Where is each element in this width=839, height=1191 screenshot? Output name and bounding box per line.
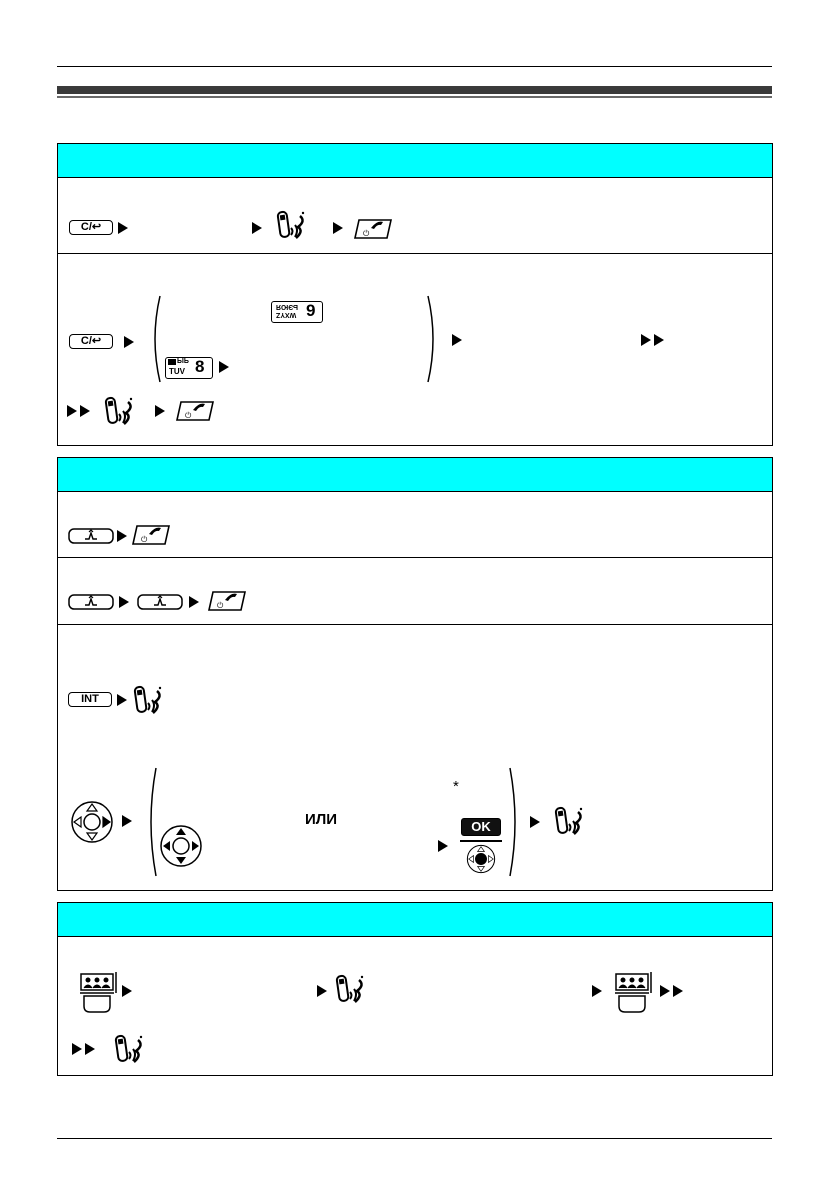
redial-key-icon[interactable] bbox=[68, 594, 114, 610]
double-arrow-icon bbox=[85, 1043, 95, 1055]
arrow-icon bbox=[438, 840, 448, 852]
arrow-icon bbox=[317, 985, 327, 997]
clear-back-key[interactable]: C/↩ bbox=[69, 220, 113, 235]
section-3-header bbox=[58, 903, 772, 937]
top-rule bbox=[57, 66, 772, 67]
clear-back-key[interactable]: C/↩ bbox=[69, 334, 113, 349]
handset-talk-icon[interactable] bbox=[104, 396, 140, 426]
key-9-cyrillic: ЬЭЮЯ bbox=[276, 303, 298, 310]
arrow-icon bbox=[122, 815, 132, 827]
arrow-icon bbox=[117, 530, 127, 542]
redial-key-icon[interactable] bbox=[68, 528, 114, 544]
key-8-letters: TUV bbox=[169, 367, 185, 376]
arrow-icon bbox=[530, 816, 540, 828]
key-9-icon[interactable] bbox=[271, 301, 323, 323]
star-symbol: * bbox=[453, 778, 459, 795]
section-2-header bbox=[58, 458, 772, 492]
key-8-digit: 8 bbox=[195, 357, 205, 376]
arrow-icon bbox=[452, 334, 462, 346]
bottom-rule bbox=[57, 1138, 772, 1139]
key-9-letters: WXYZ bbox=[276, 311, 297, 318]
arrow-icon bbox=[119, 596, 129, 608]
arrow-icon bbox=[117, 694, 127, 706]
navigator-key-icon[interactable] bbox=[70, 800, 114, 844]
phonebook-soft-key-icon[interactable] bbox=[78, 972, 118, 1014]
right-bracket bbox=[426, 294, 440, 384]
off-hook-power-key-icon[interactable] bbox=[353, 218, 393, 240]
double-arrow-icon bbox=[660, 985, 670, 997]
ok-divider bbox=[460, 840, 502, 842]
double-arrow-icon bbox=[673, 985, 683, 997]
double-arrow-icon bbox=[67, 405, 77, 417]
navigator-key-icon[interactable] bbox=[159, 824, 203, 868]
arrow-icon bbox=[592, 985, 602, 997]
clear-key-label: C/ bbox=[80, 335, 92, 347]
redial-key-icon[interactable] bbox=[137, 594, 183, 610]
title-band bbox=[57, 86, 772, 94]
arrow-icon bbox=[124, 336, 134, 348]
handset-talk-icon[interactable] bbox=[276, 210, 312, 240]
arrow-icon bbox=[155, 405, 165, 417]
arrow-icon bbox=[219, 361, 229, 373]
section-2-divider-1 bbox=[58, 557, 772, 558]
key-9-digit: 9 bbox=[306, 301, 316, 320]
left-bracket bbox=[144, 766, 158, 878]
off-hook-power-key-icon[interactable] bbox=[207, 590, 247, 612]
right-bracket bbox=[508, 766, 522, 878]
intercom-key[interactable] bbox=[68, 692, 112, 707]
double-arrow-icon bbox=[654, 334, 664, 346]
handset-talk-icon[interactable] bbox=[554, 806, 590, 836]
section-1-divider bbox=[58, 253, 772, 254]
handset-talk-icon[interactable] bbox=[133, 685, 169, 715]
title-band-underline bbox=[57, 96, 772, 98]
handset-talk-icon[interactable] bbox=[114, 1034, 150, 1064]
navigator-center-icon[interactable] bbox=[466, 844, 496, 874]
ok-key[interactable] bbox=[461, 818, 501, 836]
or-label: ИЛИ bbox=[305, 811, 338, 828]
double-arrow-icon bbox=[80, 405, 90, 417]
arrow-icon bbox=[122, 985, 132, 997]
key-8-cyrillic: ЫЬ bbox=[177, 358, 189, 365]
key-8-icon[interactable] bbox=[165, 357, 213, 379]
handset-talk-icon[interactable] bbox=[335, 974, 371, 1004]
section-1 bbox=[57, 143, 773, 446]
section-2-divider-2 bbox=[58, 624, 772, 625]
arrow-icon bbox=[252, 222, 262, 234]
phonebook-soft-key-icon[interactable] bbox=[613, 972, 653, 1014]
arrow-icon bbox=[118, 222, 128, 234]
ok-key-label: OK bbox=[471, 819, 491, 834]
double-arrow-icon bbox=[641, 334, 651, 346]
off-hook-power-key-icon[interactable] bbox=[131, 524, 171, 546]
arrow-icon bbox=[333, 222, 343, 234]
intercom-key-label: INT bbox=[81, 693, 99, 705]
section-1-header bbox=[58, 144, 772, 178]
off-hook-power-key-icon[interactable] bbox=[175, 400, 215, 422]
left-bracket bbox=[148, 294, 162, 384]
arrow-icon bbox=[189, 596, 199, 608]
clear-key-label: C/ bbox=[80, 221, 92, 233]
double-arrow-icon bbox=[72, 1043, 82, 1055]
